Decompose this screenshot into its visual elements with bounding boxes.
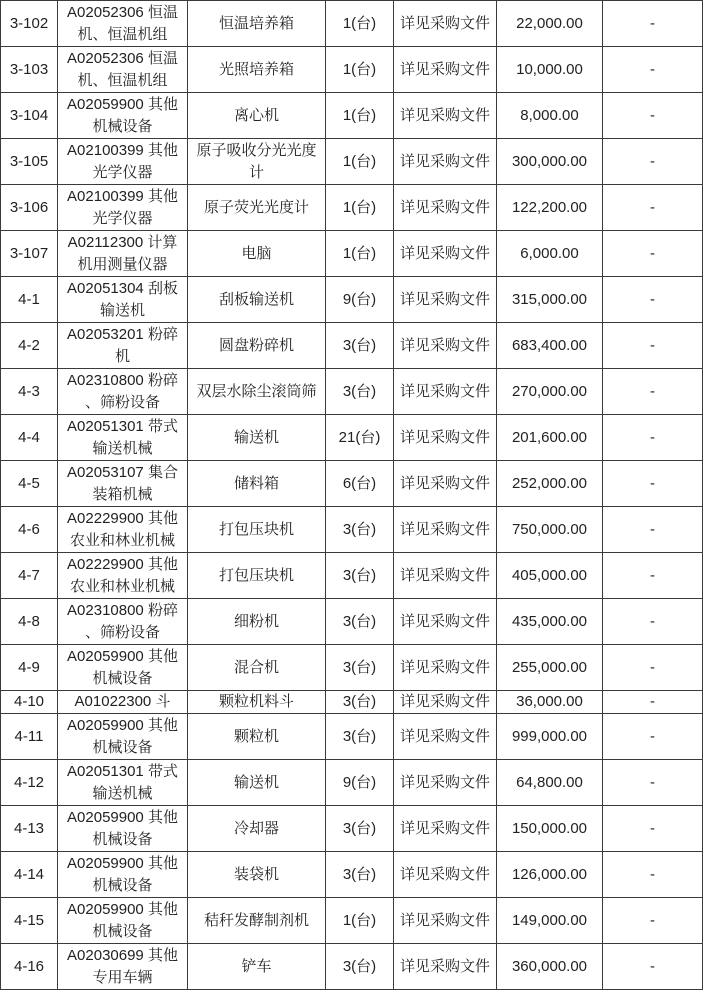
category-code-cell [58, 139, 188, 185]
category-code-line: A02051304 刮板 [67, 279, 178, 297]
budget-amount-cell: 36,000.00 [497, 691, 603, 714]
row-number-cell: 4-3 [1, 369, 58, 415]
item-name-cell [188, 461, 326, 507]
table-row [1, 944, 703, 990]
row-number-cell: 4-4 [1, 415, 58, 461]
item-name-cell [188, 898, 326, 944]
table-row [1, 323, 703, 369]
row-number-cell: 3-103 [1, 47, 58, 93]
item-name-cell [188, 599, 326, 645]
table-row [1, 415, 703, 461]
category-code-cell [58, 645, 188, 691]
specification-cell: 详见采购文件 [394, 369, 497, 415]
budget-amount-cell: 150,000.00 [497, 806, 603, 852]
category-code-line: 机 [114, 347, 130, 365]
row-number-cell: 4-6 [1, 507, 58, 553]
remark-cell: - [603, 1, 703, 47]
category-code-cell [58, 898, 188, 944]
remark-cell: - [603, 944, 703, 990]
budget-amount-cell: 6,000.00 [497, 231, 603, 277]
category-code-line: 农业和林业机械 [69, 531, 175, 549]
item-name-line: 打包压块机 [218, 566, 294, 584]
table-row [1, 139, 703, 185]
remark-cell: - [603, 415, 703, 461]
budget-amount-cell: 22,000.00 [497, 1, 603, 47]
specification-cell: 详见采购文件 [394, 898, 497, 944]
category-code-line: 专用车辆 [92, 968, 153, 986]
quantity-cell: 3(台) [326, 944, 394, 990]
item-name-line: 颗粒机料斗 [218, 693, 294, 710]
budget-amount-cell: 126,000.00 [497, 852, 603, 898]
row-number-cell: 4-2 [1, 323, 58, 369]
remark-cell: - [603, 93, 703, 139]
specification-cell: 详见采购文件 [394, 599, 497, 645]
budget-amount-cell: 999,000.00 [497, 714, 603, 760]
item-name-cell [188, 760, 326, 806]
remark-cell: - [603, 553, 703, 599]
category-code-cell [58, 323, 188, 369]
item-name-cell [188, 1, 326, 47]
category-code-line: A02059900 其他 [67, 808, 178, 826]
item-name-line: 打包压块机 [218, 520, 294, 538]
remark-cell: - [603, 231, 703, 277]
remark-cell: - [603, 760, 703, 806]
item-name-cell [188, 277, 326, 323]
specification-cell: 详见采购文件 [394, 806, 497, 852]
item-name-cell [188, 645, 326, 691]
specification-cell: 详见采购文件 [394, 507, 497, 553]
quantity-cell: 3(台) [326, 507, 394, 553]
item-name-cell [188, 507, 326, 553]
budget-amount-cell: 122,200.00 [497, 185, 603, 231]
table-row [1, 461, 703, 507]
specification-cell: 详见采购文件 [394, 47, 497, 93]
item-name-line: 恒温培养箱 [218, 14, 294, 32]
remark-cell: - [603, 369, 703, 415]
item-name-cell [188, 139, 326, 185]
quantity-cell: 1(台) [326, 1, 394, 47]
specification-cell: 详见采购文件 [394, 1, 497, 47]
quantity-cell: 3(台) [326, 714, 394, 760]
specification-cell: 详见采购文件 [394, 185, 497, 231]
item-name-cell [188, 323, 326, 369]
table-row [1, 898, 703, 944]
table-row [1, 645, 703, 691]
category-code-cell [58, 93, 188, 139]
category-code-cell [58, 852, 188, 898]
category-code-cell [58, 185, 188, 231]
item-name-line: 离心机 [233, 106, 279, 124]
item-name-cell [188, 93, 326, 139]
budget-amount-cell: 64,800.00 [497, 760, 603, 806]
category-code-line: 输送机械 [92, 784, 153, 802]
budget-amount-cell: 300,000.00 [497, 139, 603, 185]
budget-amount-cell: 435,000.00 [497, 599, 603, 645]
quantity-cell: 3(台) [326, 369, 394, 415]
row-number-cell: 4-8 [1, 599, 58, 645]
quantity-cell: 3(台) [326, 806, 394, 852]
budget-amount-cell: 149,000.00 [497, 898, 603, 944]
specification-cell: 详见采购文件 [394, 645, 497, 691]
category-code-line: A02229900 其他 [67, 509, 178, 527]
quantity-cell: 3(台) [326, 852, 394, 898]
budget-amount-cell: 683,400.00 [497, 323, 603, 369]
table-row [1, 553, 703, 599]
item-name-line: 刮板输送机 [218, 290, 294, 308]
category-code-line: 农业和林业机械 [69, 577, 175, 595]
item-name-line: 圆盘粉碎机 [218, 336, 294, 354]
category-code-line: A02100399 其他 [67, 187, 178, 205]
category-code-line: A02059900 其他 [67, 716, 178, 734]
remark-cell: - [603, 461, 703, 507]
item-name-line: 计 [248, 163, 264, 181]
remark-cell: - [603, 714, 703, 760]
table-row [1, 852, 703, 898]
item-name-line: 原子吸收分光光度 [196, 141, 317, 159]
row-number-cell: 4-1 [1, 277, 58, 323]
table-row [1, 714, 703, 760]
item-name-line: 装袋机 [233, 865, 279, 883]
specification-cell: 详见采购文件 [394, 760, 497, 806]
category-code-line: A02052306 恒温 [67, 49, 178, 67]
category-code-cell [58, 277, 188, 323]
category-code-line: A02059900 其他 [67, 95, 178, 113]
specification-cell: 详见采购文件 [394, 944, 497, 990]
category-code-cell [58, 691, 188, 714]
item-name-line: 颗粒机 [233, 727, 279, 745]
budget-amount-cell: 270,000.00 [497, 369, 603, 415]
table-row [1, 691, 703, 714]
item-name-line: 输送机 [233, 428, 279, 446]
row-number-cell: 3-102 [1, 1, 58, 47]
category-code-line: A02310800 粉碎 [67, 601, 178, 619]
table-row [1, 277, 703, 323]
budget-amount-cell: 315,000.00 [497, 277, 603, 323]
item-name-line: 双层水除尘滚筒筛 [196, 382, 317, 400]
specification-cell: 详见采购文件 [394, 461, 497, 507]
item-name-cell [188, 185, 326, 231]
specification-cell: 详见采购文件 [394, 852, 497, 898]
category-code-line: A02053107 集合 [67, 463, 178, 481]
specification-cell: 详见采购文件 [394, 415, 497, 461]
category-code-line: A02030699 其他 [67, 946, 178, 964]
item-name-line: 电脑 [241, 244, 272, 262]
quantity-cell: 1(台) [326, 231, 394, 277]
item-name-cell [188, 415, 326, 461]
category-code-cell [58, 806, 188, 852]
category-code-line: A02310800 粉碎 [67, 371, 178, 389]
quantity-cell: 1(台) [326, 93, 394, 139]
budget-amount-cell: 201,600.00 [497, 415, 603, 461]
item-name-cell [188, 553, 326, 599]
item-name-cell [188, 714, 326, 760]
remark-cell: - [603, 691, 703, 714]
item-name-line: 原子荧光光度计 [203, 198, 309, 216]
category-code-cell [58, 231, 188, 277]
budget-amount-cell: 8,000.00 [497, 93, 603, 139]
category-code-line: A02112300 计算 [67, 233, 178, 251]
item-name-cell [188, 369, 326, 415]
remark-cell: - [603, 323, 703, 369]
category-code-line: 光学仪器 [92, 209, 153, 227]
category-code-line: A02100399 其他 [67, 141, 178, 159]
table-row [1, 185, 703, 231]
category-code-line: A02059900 其他 [67, 647, 178, 665]
quantity-cell: 3(台) [326, 553, 394, 599]
quantity-cell: 9(台) [326, 760, 394, 806]
row-number-cell: 4-10 [1, 691, 58, 714]
category-code-cell [58, 369, 188, 415]
row-number-cell: 4-14 [1, 852, 58, 898]
category-code-line: A02059900 其他 [67, 900, 178, 918]
category-code-line: 机、恒温机组 [77, 25, 168, 43]
budget-amount-cell: 252,000.00 [497, 461, 603, 507]
row-number-cell: 4-13 [1, 806, 58, 852]
item-name-line: 光照培养箱 [218, 60, 294, 78]
row-number-cell: 4-9 [1, 645, 58, 691]
table-row [1, 806, 703, 852]
quantity-cell: 1(台) [326, 47, 394, 93]
category-code-line: A01022300 斗 [74, 693, 171, 710]
category-code-line: A02051301 带式 [67, 417, 178, 435]
budget-amount-cell: 255,000.00 [497, 645, 603, 691]
quantity-cell: 9(台) [326, 277, 394, 323]
table-row [1, 47, 703, 93]
table-row [1, 760, 703, 806]
category-code-line: A02059900 其他 [67, 854, 178, 872]
item-name-cell [188, 691, 326, 714]
specification-cell: 详见采购文件 [394, 93, 497, 139]
specification-cell: 详见采购文件 [394, 714, 497, 760]
specification-cell: 详见采购文件 [394, 553, 497, 599]
row-number-cell: 3-107 [1, 231, 58, 277]
category-code-cell [58, 461, 188, 507]
row-number-cell: 4-7 [1, 553, 58, 599]
category-code-cell [58, 760, 188, 806]
budget-amount-cell: 10,000.00 [497, 47, 603, 93]
category-code-line: 输送机 [99, 301, 145, 319]
specification-cell: 详见采购文件 [394, 323, 497, 369]
quantity-cell: 1(台) [326, 139, 394, 185]
item-name-line: 冷却器 [233, 819, 279, 837]
budget-amount-cell: 405,000.00 [497, 553, 603, 599]
quantity-cell: 3(台) [326, 691, 394, 714]
table-row [1, 507, 703, 553]
item-name-line: 输送机 [233, 773, 279, 791]
remark-cell: - [603, 645, 703, 691]
category-code-line: A02052306 恒温 [67, 3, 178, 21]
item-name-cell [188, 806, 326, 852]
row-number-cell: 4-5 [1, 461, 58, 507]
quantity-cell: 21(台) [326, 415, 394, 461]
table-row [1, 1, 703, 47]
row-number-cell: 4-12 [1, 760, 58, 806]
item-name-line: 铲车 [241, 957, 272, 975]
row-number-cell: 3-106 [1, 185, 58, 231]
category-code-cell [58, 47, 188, 93]
item-name-line: 秸秆发酵制剂机 [203, 911, 309, 929]
category-code-line: 机械设备 [92, 669, 153, 687]
category-code-line: 机械设备 [92, 117, 153, 135]
budget-amount-cell: 750,000.00 [497, 507, 603, 553]
category-code-line: 、筛粉设备 [84, 623, 160, 641]
item-name-cell [188, 47, 326, 93]
item-name-cell [188, 231, 326, 277]
quantity-cell: 3(台) [326, 599, 394, 645]
category-code-line: 机、恒温机组 [77, 71, 168, 89]
category-code-cell [58, 944, 188, 990]
category-code-cell [58, 714, 188, 760]
category-code-cell [58, 599, 188, 645]
specification-cell: 详见采购文件 [394, 231, 497, 277]
quantity-cell: 6(台) [326, 461, 394, 507]
category-code-line: 装箱机械 [92, 485, 153, 503]
quantity-cell: 3(台) [326, 323, 394, 369]
category-code-cell [58, 415, 188, 461]
category-code-line: 光学仪器 [92, 163, 153, 181]
remark-cell: - [603, 277, 703, 323]
row-number-cell: 3-105 [1, 139, 58, 185]
category-code-line: 、筛粉设备 [84, 393, 160, 411]
category-code-line: 输送机械 [92, 439, 153, 457]
category-code-line: 机械设备 [92, 738, 153, 756]
specification-cell: 详见采购文件 [394, 139, 497, 185]
table-row [1, 93, 703, 139]
remark-cell: - [603, 599, 703, 645]
category-code-line: A02053201 粉碎 [67, 325, 178, 343]
category-code-line: 机用测量仪器 [77, 255, 168, 273]
quantity-cell: 1(台) [326, 185, 394, 231]
item-name-line: 储料箱 [233, 474, 279, 492]
category-code-line: 机械设备 [92, 876, 153, 894]
row-number-cell: 3-104 [1, 93, 58, 139]
category-code-line: 机械设备 [92, 830, 153, 848]
category-code-cell [58, 1, 188, 47]
budget-amount-cell: 360,000.00 [497, 944, 603, 990]
table-row [1, 231, 703, 277]
category-code-cell [58, 553, 188, 599]
specification-cell: 详见采购文件 [394, 277, 497, 323]
remark-cell: - [603, 507, 703, 553]
quantity-cell: 3(台) [326, 645, 394, 691]
remark-cell: - [603, 852, 703, 898]
category-code-line: A02229900 其他 [67, 555, 178, 573]
remark-cell: - [603, 47, 703, 93]
remark-cell: - [603, 185, 703, 231]
category-code-cell [58, 507, 188, 553]
remark-cell: - [603, 139, 703, 185]
table-row [1, 599, 703, 645]
row-number-cell: 4-15 [1, 898, 58, 944]
item-name-line: 细粉机 [233, 612, 279, 630]
category-code-line: 机械设备 [92, 922, 153, 940]
item-name-line: 混合机 [233, 658, 279, 676]
quantity-cell: 1(台) [326, 898, 394, 944]
item-name-cell [188, 852, 326, 898]
remark-cell: - [603, 898, 703, 944]
table-row [1, 369, 703, 415]
row-number-cell: 4-16 [1, 944, 58, 990]
row-number-cell: 4-11 [1, 714, 58, 760]
category-code-line: A02051301 带式 [67, 762, 178, 780]
specification-cell: 详见采购文件 [394, 691, 497, 714]
item-name-cell [188, 944, 326, 990]
remark-cell: - [603, 806, 703, 852]
